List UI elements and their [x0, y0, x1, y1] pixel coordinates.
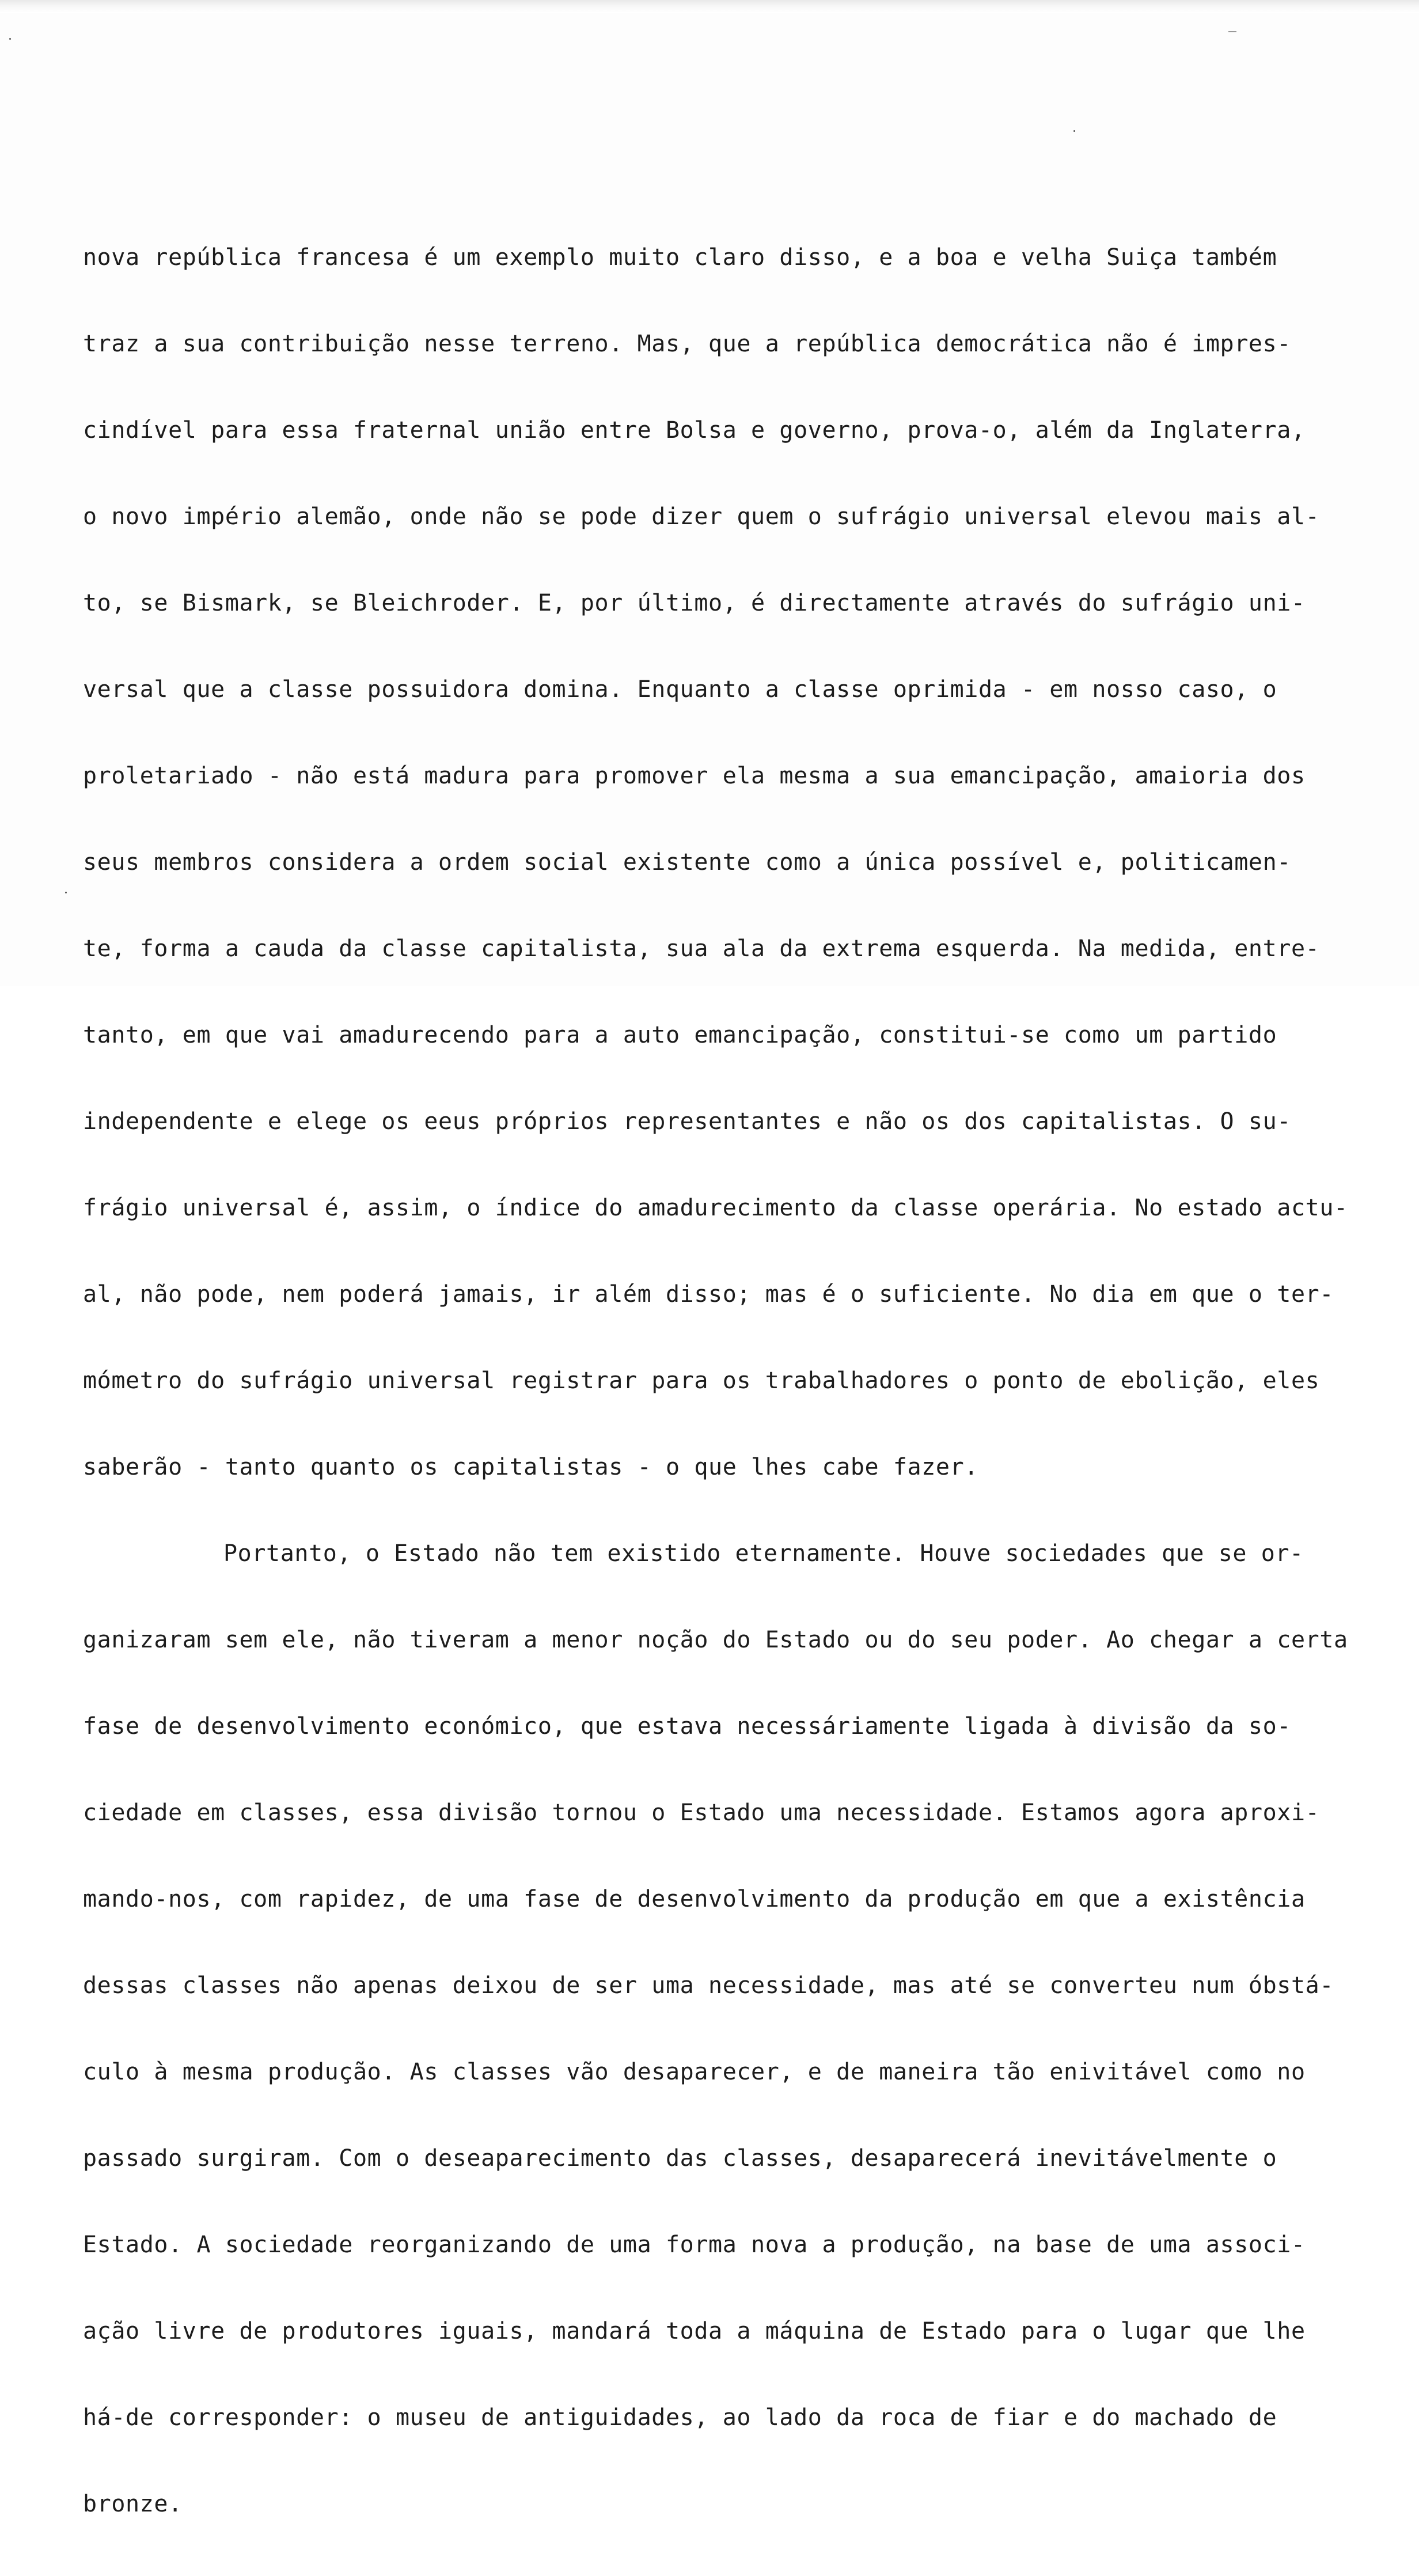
scan-edge-shadow: [0, 0, 1419, 13]
text-line: te, forma a cauda da classe capitalista, sua ala da extrema esquerda. Na medida, entre-: [83, 935, 1320, 962]
text-line: frágio universal é, assim, o índice do amadurecimento da classe operária. No estado actu-: [83, 1195, 1348, 1221]
text-line: al, não pode, nem poderá jamais, ir além disso; mas é o suficiente. No dia em que o ter-: [83, 1281, 1334, 1308]
text-line: bronze.: [83, 2491, 183, 2517]
scan-speck: [9, 38, 11, 40]
text-line: fase de desenvolvimento económico, que estava necessáriamente ligada à divisão da so-: [83, 1713, 1291, 1740]
text-line: passado surgiram. Com o deseaparecimento das classes, desaparecerá inevitávelmente o: [83, 2145, 1277, 2172]
text-line: ação livre de produtores iguais, mandará toda a máquina de Estado para o lugar que lhe: [83, 2318, 1306, 2344]
text-line: mómetro do sufrágio universal registrar para os trabalhadores o ponto de ebolição, eles: [83, 1367, 1320, 1394]
text-line: mando-nos, com rapidez, de uma fase de desenvolvimento da produção em que a existência: [83, 1886, 1306, 1912]
text-line: cindível para essa fraternal união entre Bolsa e governo, prova-o, além da Inglaterra,: [83, 417, 1306, 444]
scan-speck: [1073, 130, 1075, 132]
text-line: tanto, em que vai amadurecendo para a auto emancipação, constitui-se como um partido: [83, 1022, 1277, 1048]
text-line: há-de corresponder: o museu de antiguidades, ao lado da roca de fiar e do machado de: [83, 2404, 1277, 2431]
text-line: seus membros considera a ordem social existente como a única possível e, politicamen-: [83, 849, 1291, 876]
text-line: Estado. A sociedade reorganizando de uma forma nova a produção, na base de uma associ-: [83, 2232, 1306, 2258]
text-line: culo à mesma produção. As classes vão desaparecer, e de maneira tão enivitável como no: [83, 2059, 1306, 2085]
text-line: ciedade em classes, essa divisão tornou o Estado uma necessidade. Estamos agora aproxi-: [83, 1800, 1320, 1826]
text-line: traz a sua contribuição nesse terreno. Mas, que a república democrática não é impres-: [83, 331, 1291, 357]
text-line: proletariado - não está madura para promover ela mesma a sua emancipação, amaioria dos: [83, 763, 1306, 789]
text-line: dessas classes não apenas deixou de ser uma necessidade, mas até se converteu num óbstá-: [83, 1972, 1334, 1999]
text-line: versal que a classe possuidora domina. Enquanto a classe oprimida - em nosso caso, o: [83, 676, 1277, 703]
scan-speck: [1228, 31, 1236, 32]
text-line: saberão - tanto quanto os capitalistas - o que lhes cabe fazer.: [83, 1454, 978, 1480]
paragraph-indented-line: Portanto, o Estado não tem existido eternamente. Houve sociedades que se or-: [223, 1540, 1304, 1567]
text-line: o novo império alemão, onde não se pode dizer quem o sufrágio universal elevou mais al-: [83, 503, 1320, 530]
text-line: independente e elege os eeus próprios representantes e não os dos capitalistas. O su-: [83, 1108, 1291, 1135]
scan-speck: [65, 892, 67, 893]
text-line: to, se Bismark, se Bleichroder. E, por último, é directamente através do sufrágio uni-: [83, 590, 1306, 616]
typewritten-text-block: [83, 185, 1379, 2576]
text-line: ganizaram sem ele, não tiveram a menor noção do Estado ou do seu poder. Ao chegar a certa: [83, 1627, 1348, 1653]
text-line: nova república francesa é um exemplo muito claro disso, e a boa e velha Suiça também: [83, 244, 1277, 271]
